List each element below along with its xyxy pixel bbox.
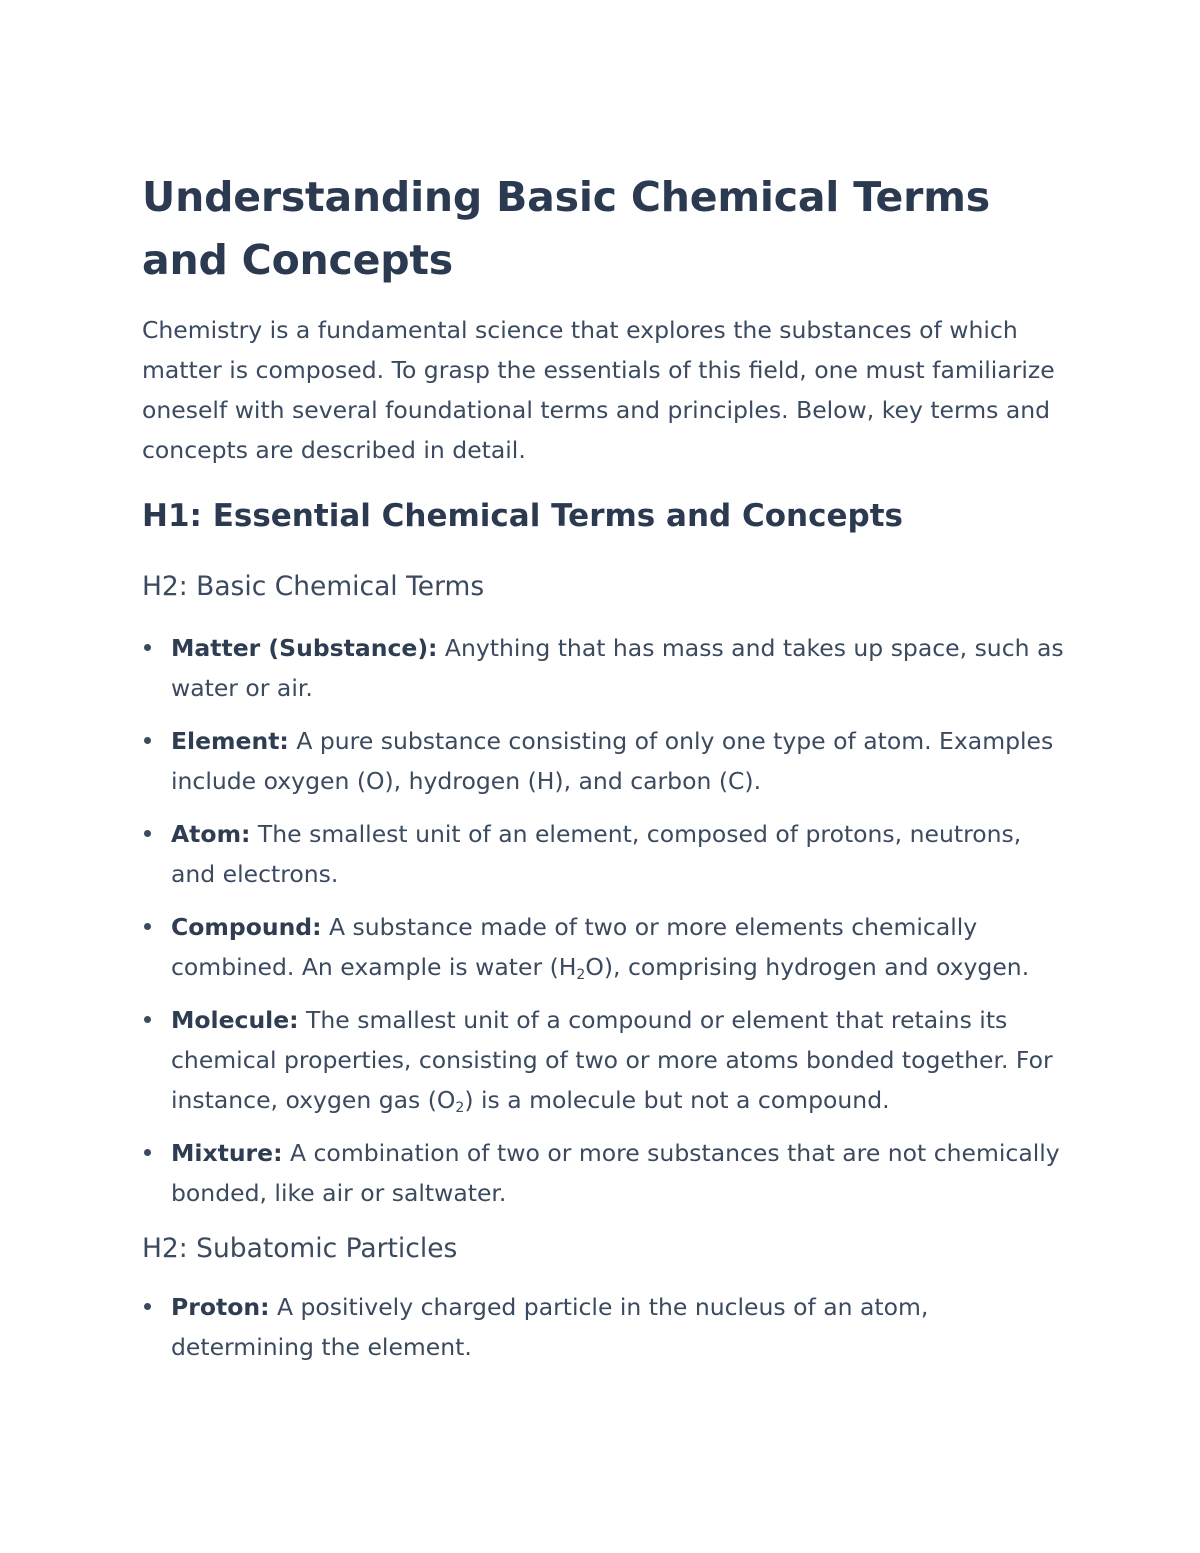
list-item-compound: [142, 907, 1072, 987]
term-name: Atom:: [171, 820, 251, 848]
list-item-element: [142, 721, 1072, 801]
list-item-proton: [142, 1287, 1072, 1367]
bullet-icon: [144, 1303, 151, 1310]
subatomic-terms-list: [142, 1287, 1072, 1380]
bullet-icon: [144, 1149, 151, 1156]
term-definition-cont: O), comprising hydrogen and oxygen.: [585, 953, 1030, 981]
term-definition: A positively charged particle in the nucleus of an atom, determining the element.: [171, 1293, 929, 1361]
term-definition-cont: ) is a molecule but not a compound.: [464, 1086, 890, 1114]
term-name: Compound:: [171, 913, 322, 941]
bullet-icon: [144, 830, 151, 837]
bullet-icon: [144, 1016, 151, 1023]
bullet-icon: [144, 737, 151, 744]
term-definition: A pure substance consisting of only one type of atom. Examples include oxygen (O), hydrogen (H), and carbon (C).: [171, 727, 1054, 795]
list-item-matter: [142, 628, 1072, 708]
subheading-basic-chemical-terms: H2: Basic Chemical Terms: [142, 571, 485, 602]
bullet-icon: [144, 644, 151, 651]
list-item-molecule: [142, 1000, 1072, 1120]
list-item-mixture: [142, 1133, 1072, 1213]
intro-paragraph: Chemistry is a fundamental science that explores the substances of which matter is composed. To grasp the essentials of this field, one must familiarize oneself with several foundational terms and principles. Below, key terms and concepts are described in detail.: [142, 316, 1055, 464]
subheading-subatomic-particles: H2: Subatomic Particles: [142, 1233, 458, 1264]
term-name: Matter (Substance):: [171, 634, 438, 662]
document-title: Understanding Basic Chemical Terms and Concepts: [142, 173, 990, 284]
term-name: Element:: [171, 727, 289, 755]
bullet-icon: [144, 923, 151, 930]
list-item-atom: [142, 814, 1072, 894]
term-name: Proton:: [171, 1293, 270, 1321]
term-definition: A combination of two or more substances that are not chemically bonded, like air or saltwater.: [171, 1139, 1060, 1207]
term-definition: A substance made of two or more elements chemically combined. An example is water (H: [171, 913, 978, 981]
term-definition: The smallest unit of a compound or element that retains its chemical properties, consisting of two or more atoms bonded together. For instance, oxygen gas (O: [171, 1006, 1053, 1114]
term-definition: Anything that has mass and takes up space, such as water or air.: [171, 634, 1064, 702]
term-name: Molecule:: [171, 1006, 299, 1034]
subscript: 2: [576, 967, 586, 983]
subscript: 2: [455, 1100, 465, 1116]
basic-terms-list: [142, 628, 1072, 1226]
term-definition: The smallest unit of an element, composed of protons, neutrons, and electrons.: [171, 820, 1022, 888]
section-heading-essential-terms: H1: Essential Chemical Terms and Concepts: [142, 498, 903, 534]
term-name: Mixture:: [171, 1139, 283, 1167]
